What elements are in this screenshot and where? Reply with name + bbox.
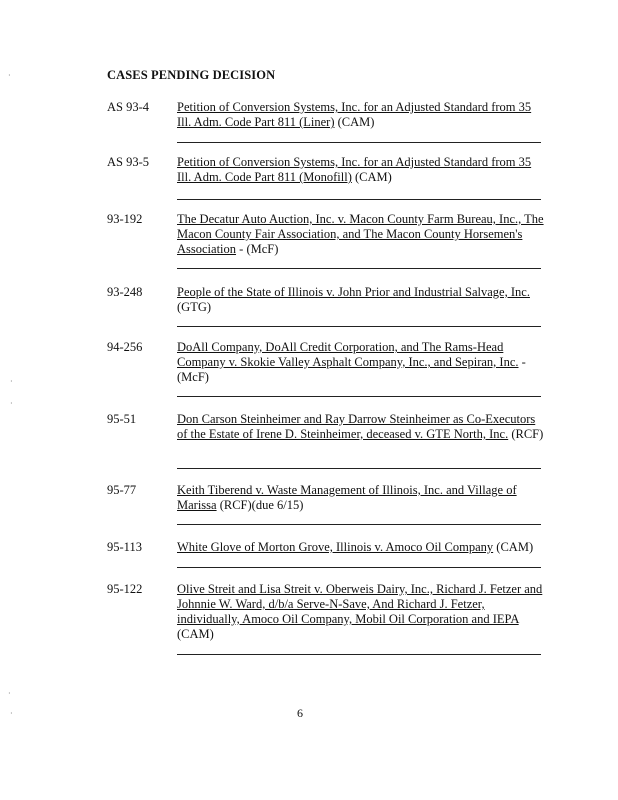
case-number: 93-192 bbox=[107, 212, 143, 226]
scan-speck: · bbox=[10, 377, 13, 386]
separator-rule bbox=[177, 268, 541, 269]
case-title-text: Don Carson Steinheimer and Ray Darrow Steinheimer as Co-Executors of the Estate of Irene D. Steinheimer, deceased v. GTE North, Inc. bbox=[177, 412, 536, 441]
case-title bbox=[177, 100, 547, 130]
case-suffix: (CAM) bbox=[334, 115, 375, 129]
case-title-text: Keith Tiberend v. Waste Management of Illinois, Inc. and Village of Marissa bbox=[177, 483, 517, 512]
case-number: AS 93-4 bbox=[107, 100, 150, 114]
separator-rule bbox=[177, 396, 541, 397]
case-number: 94-256 bbox=[107, 340, 143, 354]
scan-speck: · bbox=[8, 71, 11, 80]
case-title-text: People of the State of Illinois v. John Prior and Industrial Salvage, Inc. bbox=[177, 285, 530, 299]
case-suffix: - (McF) bbox=[236, 242, 279, 256]
case-suffix: (CAM) bbox=[351, 170, 392, 184]
case-number: AS 93-5 bbox=[107, 155, 150, 169]
case-title bbox=[177, 212, 547, 257]
case-number: 95-113 bbox=[107, 540, 142, 554]
section-heading: CASES PENDING DECISION bbox=[107, 68, 276, 82]
case-suffix: (GTG) bbox=[177, 300, 212, 314]
case-title bbox=[177, 285, 547, 315]
case-suffix: (CAM) bbox=[177, 627, 214, 641]
separator-rule bbox=[177, 524, 541, 525]
scan-speck: · bbox=[10, 709, 13, 718]
case-title-text: DoAll Company, DoAll Credit Corporation, and The Rams-Head Company v. Skokie Valley Asphalt Company, Inc., and Sepiran, Inc. bbox=[177, 340, 519, 369]
case-title-text: The Decatur Auto Auction, Inc. v. Macon County Farm Bureau, Inc., The Macon County Fair Association, and The Macon County Horsemen's Association bbox=[177, 212, 544, 256]
separator-rule bbox=[177, 654, 541, 655]
case-number: 93-248 bbox=[107, 285, 143, 299]
case-title bbox=[177, 155, 547, 185]
case-title-text: Petition of Conversion Systems, Inc. for an Adjusted Standard from 35 Ill. Adm. Code Part 811 (Monofill) bbox=[177, 155, 532, 184]
case-number: 95-77 bbox=[107, 483, 137, 497]
case-suffix: - (McF) bbox=[177, 355, 526, 384]
case-title bbox=[177, 540, 547, 555]
scan-speck: · bbox=[8, 689, 11, 698]
page-number: 6 bbox=[297, 706, 303, 720]
separator-rule bbox=[177, 567, 541, 568]
case-number: 95-51 bbox=[107, 412, 137, 426]
case-suffix: (RCF) bbox=[508, 427, 544, 441]
case-title bbox=[177, 582, 547, 642]
separator-rule bbox=[177, 142, 541, 143]
case-suffix: (RCF)(due 6/15) bbox=[216, 498, 304, 512]
case-suffix: (CAM) bbox=[493, 540, 534, 554]
case-title bbox=[177, 340, 547, 385]
separator-rule bbox=[177, 326, 541, 327]
separator-rule bbox=[177, 199, 541, 200]
case-title bbox=[177, 483, 547, 513]
case-title-text: Petition of Conversion Systems, Inc. for an Adjusted Standard from 35 Ill. Adm. Code Part 811 (Liner) bbox=[177, 100, 532, 129]
case-title-text: White Glove of Morton Grove, Illinois v. Amoco Oil Company bbox=[177, 540, 494, 554]
case-number: 95-122 bbox=[107, 582, 143, 596]
separator-rule bbox=[177, 468, 541, 469]
scan-speck: · bbox=[10, 399, 13, 408]
case-title-text: Olive Streit and Lisa Streit v. Oberweis Dairy, Inc., Richard J. Fetzer and Johnnie W. Ward, d/b/a Serve-N-Save, And Richard J. Fetzer, individually, Amoco Oil Company, Mobil Oil Corporation and IEPA bbox=[177, 582, 543, 626]
case-title bbox=[177, 412, 547, 442]
